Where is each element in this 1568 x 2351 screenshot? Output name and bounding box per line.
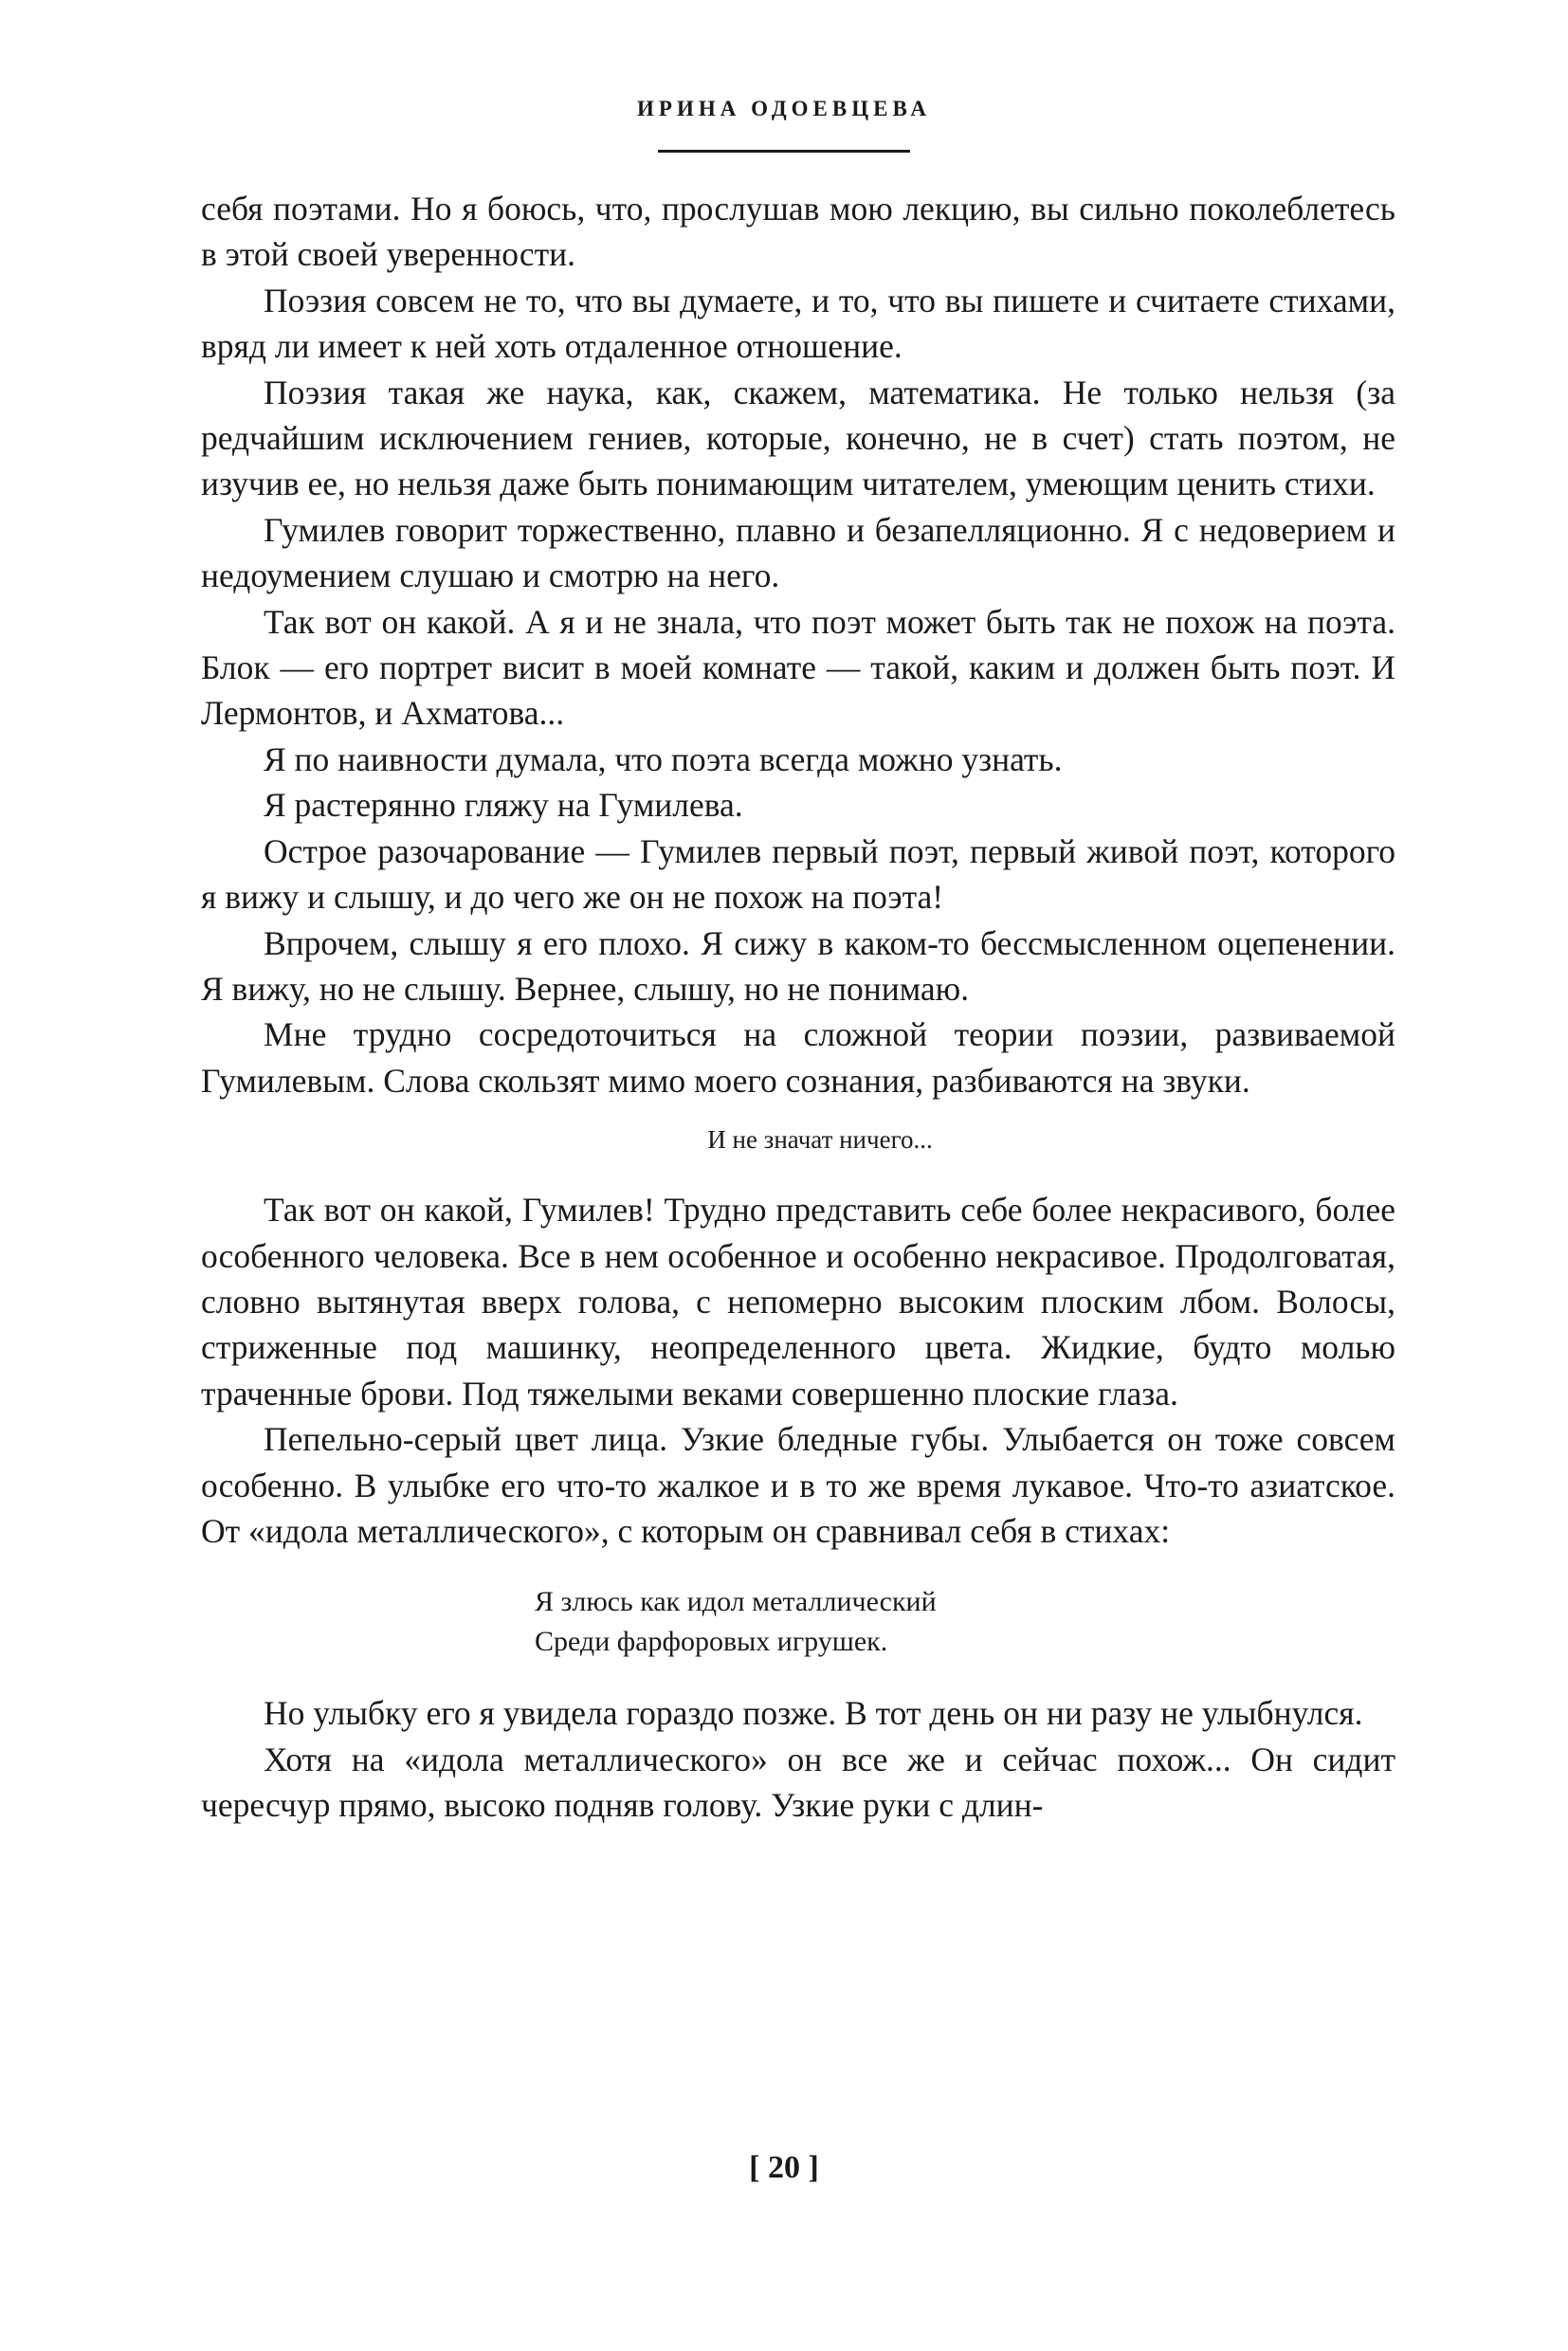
paragraph: Острое разочарование — Гумилев первый поэт, первый живой поэт, которого я вижу и слышу, и до чего же он не похож на поэта! (201, 831, 1395, 917)
paragraph: Так вот он какой, Гумилев! Трудно представить себе более некрасивого, более особенного человека. Все в нем особенное и особенно некрасивое. Продолговатая, словно вытянутая вверх голова, с непомерно высоким плоским лбом. Волосы, стриженные под машинку, неопределенного цвета. Жидкие, будто молью траченные брови. Под тяжелыми веками совершенно плоские глаза. (201, 1191, 1395, 1412)
paragraph: Я растерянно гляжу на Гумилева. (264, 786, 743, 825)
verse-line: Среди фарфоровых игрушек. (535, 1626, 888, 1658)
paragraph: Мне трудно сосредоточиться на сложной теории поэзии, развиваемой Гумилевым. Слова скользят мимо моего сознания, разбиваются на звуки. (201, 1015, 1395, 1100)
body-text (201, 186, 1395, 1829)
quote-line: И не значат ничего... (707, 1125, 933, 1155)
paragraph: Поэзия такая же наука, как, скажем, математика. Не только нельзя (за редчайшим исключением гениев, которые, конечно, не в счет) стать поэтом, не изучив ее, но нельзя даже быть понимающим читателем, умеющим ценить стихи. (201, 373, 1395, 503)
paragraph: Впрочем, слышу я его плохо. Я сижу в каком-то бессмысленном оцепенении. Я вижу, но не слышу. Вернее, слышу, но не понимаю. (201, 923, 1395, 1008)
paragraph: Пепельно-серый цвет лица. Узкие бледные губы. Улыбается он тоже совсем особенно. В улыбке его что-то жалкое и в то же время лукавое. Что-то азиатское. От «идола металлического», с которым он сравнивал себя в стихах: (201, 1420, 1395, 1550)
paragraph: Я по наивности думала, что поэта всегда можно узнать. (264, 739, 1063, 778)
paragraph: Но улыбку его я увидела гораздо позже. В тот день он ни разу не улыбнулся. (264, 1694, 1363, 1733)
paragraph: себя поэтами. Но я боюсь, что, прослушав мою лекцию, вы сильно поколеблетесь в этой своей уверенности. (201, 190, 1395, 274)
running-head-rule (658, 150, 910, 153)
running-head: ИРИНА ОДОЕВЦЕВА (637, 97, 931, 120)
paragraph: Поэзия совсем не то, что вы думаете, и то, что вы пишете и считаете стихами, вряд ли имеет к ней хоть отдаленное отношение. (201, 281, 1395, 366)
paragraph: Так вот он какой. А я и не знала, что поэт может быть так не похож на поэта. Блок — его портрет висит в моей комнате — такой, каким и должен быть поэт. И Лермонтов, и Ахматова... (201, 602, 1395, 733)
paragraph: Хотя на «идола металлического» он все же и сейчас похож... Он сидит чересчур прямо, высоко подняв голову. Узкие руки с длин- (201, 1740, 1395, 1825)
page-number: [ 20 ] (749, 2150, 819, 2185)
paragraph: Гумилев говорит торжественно, плавно и безапелляционно. Я с недоверием и недоумением слушаю и смотрю на него. (201, 510, 1395, 595)
verse-quote (201, 1582, 1395, 1662)
verse-line: Я злюсь как идол металлический (535, 1586, 937, 1618)
